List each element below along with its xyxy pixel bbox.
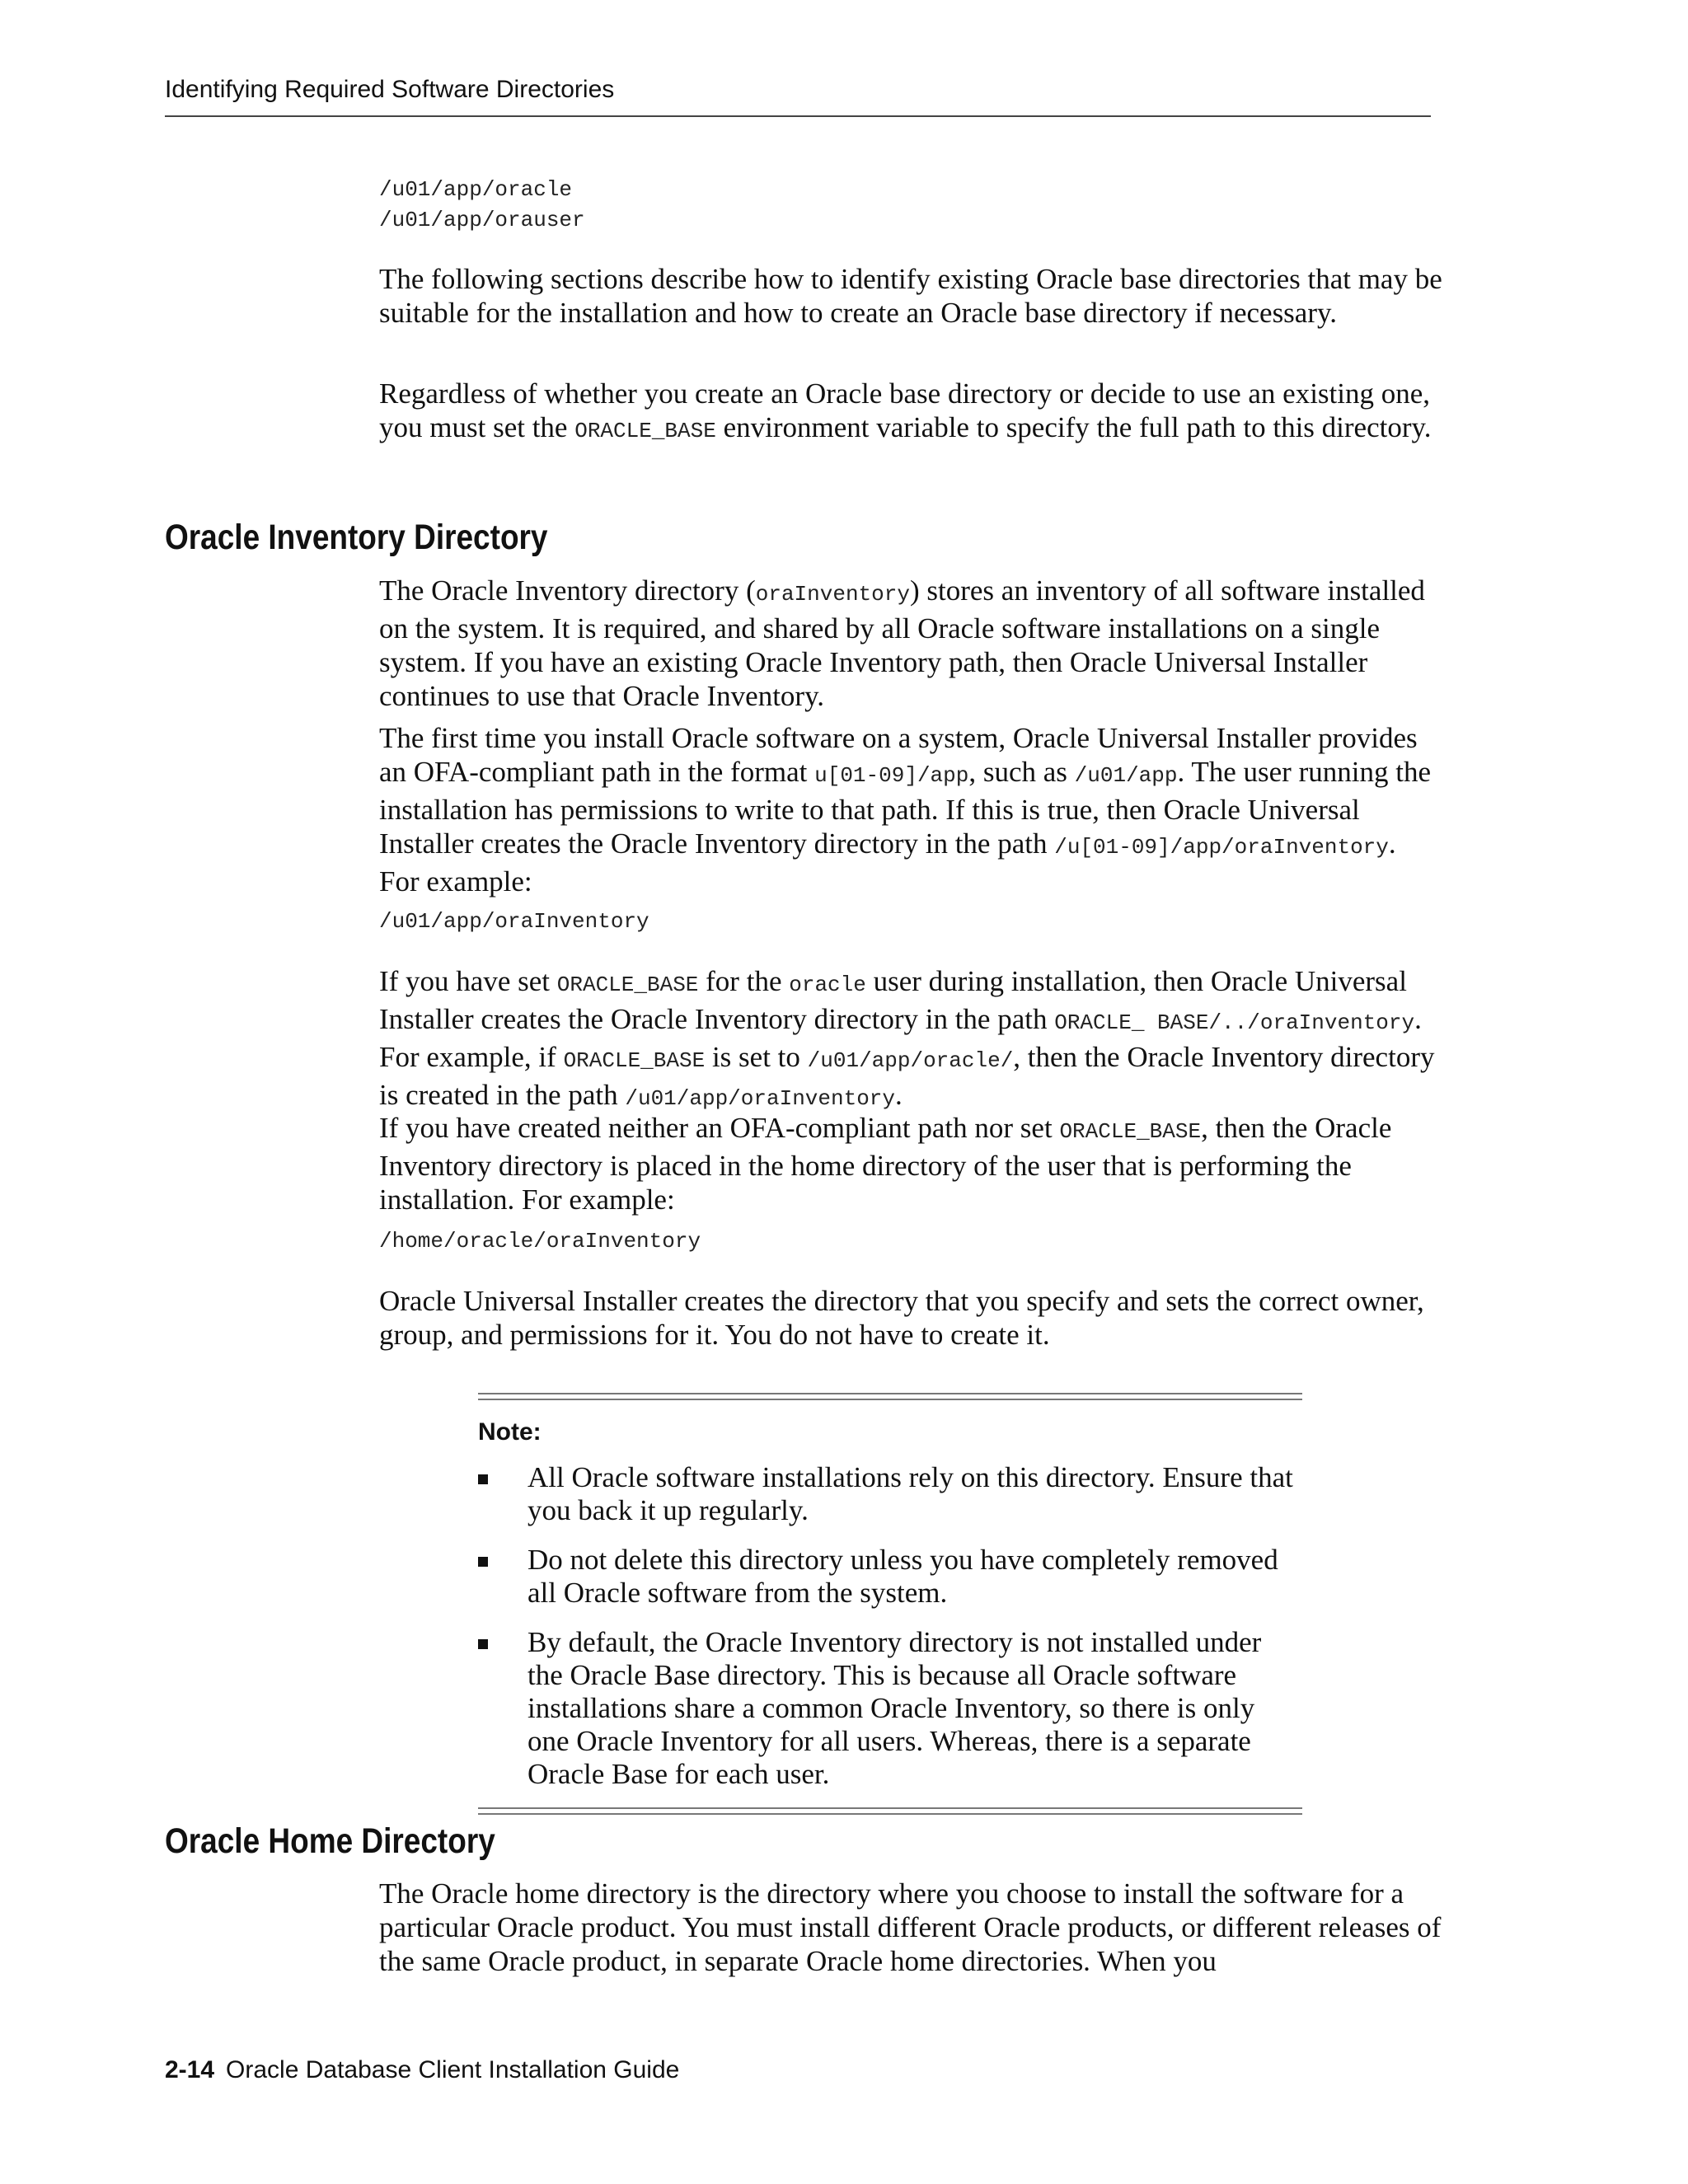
inline-code: ORACLE_BASE: [574, 419, 716, 443]
note-item: Do not delete this directory unless you have completely removed all Oracle software from the system.: [478, 1544, 1302, 1610]
intro-code-block: [379, 175, 1442, 236]
intro-paragraph-2: [379, 377, 1442, 448]
inventory-paragraph-2: [379, 721, 1442, 898]
inventory-code-1-block: [379, 907, 1442, 937]
inline-code: ORACLE_BASE: [556, 972, 699, 997]
page-number: 2-14: [165, 2056, 215, 2083]
inventory-text-1: The Oracle Inventory directory (oraInventory) stores an inventory of all software installed on the system. It is required, and shared by all Oracle software installations on a single system. If you have an existing Oracle Inventory path, then Oracle Universal Installer continues to use that Oracle Inventory.: [379, 574, 1425, 712]
inventory-text-4: If you have created neither an OFA-compliant path nor set ORACLE_BASE, then the Oracle Inventory directory is placed in the home directory of the user that is performing the installation. For example:: [379, 1112, 1392, 1216]
inventory-paragraph-3: [379, 964, 1442, 1116]
square-bullet-icon: [478, 1639, 488, 1649]
inventory-text-5: Oracle Universal Installer creates the directory that you specify and sets the correct owner, group, and permissions for it. You do not have to create it.: [379, 1285, 1424, 1351]
inline-code: ORACLE_BASE: [1059, 1119, 1202, 1144]
square-bullet-icon: [478, 1557, 488, 1567]
intro-text-1: The following sections describe how to identify existing Oracle base directories that may be suitable for the installation and how to create an Oracle base directory if necessary.: [379, 263, 1442, 329]
inline-code: /u01/app: [1074, 763, 1178, 788]
note-bottom-rule: [478, 1813, 1302, 1815]
note-box: [478, 1393, 1302, 1815]
note-bottom-rule: [478, 1807, 1302, 1809]
inventory-paragraph-1: [379, 574, 1442, 713]
note-title: Note:: [478, 1418, 542, 1446]
intro-paragraph-1: [379, 262, 1442, 330]
note-item: All Oracle software installations rely on this directory. Ensure that you back it up regularly.: [478, 1461, 1302, 1527]
inline-code: ORACLE_ BASE/../oraInventory: [1054, 1010, 1415, 1035]
inline-code: /u01/app/oracle/: [807, 1048, 1014, 1073]
inventory-text-3: If you have set ORACLE_BASE for the oracle user during installation, then Oracle Universal Installer creates the Oracle Inventory directory in the path ORACLE_ BASE/../oraInventory. For example, if ORACLE_BASE is set to /u01/app/oracle/, then the Oracle Inventory directory is created in the path /u01/app/oraInventory.: [379, 965, 1435, 1111]
inline-code: ORACLE_BASE: [563, 1048, 706, 1073]
inline-code: /u[01-09]/app/oraInventory: [1054, 835, 1389, 860]
inventory-paragraph-5: [379, 1284, 1442, 1352]
inline-code: /u01/app/oraInventory: [625, 1086, 896, 1111]
note-bottom-rules: [478, 1807, 1302, 1815]
inventory-code-2: /home/oracle/oraInventory: [379, 1229, 701, 1254]
home-paragraph-1: [379, 1877, 1442, 1978]
square-bullet-icon: [478, 1474, 488, 1484]
intro-text-2: Regardless of whether you create an Oracle base directory or decide to use an existing one, you must set the ORACLE_BASE environment variable to specify the full path to this directory.: [379, 377, 1432, 443]
inventory-heading: Oracle Inventory Directory: [165, 518, 548, 557]
inventory-text-2: The first time you install Oracle software on a system, Oracle Universal Installer provides an OFA-compliant path in the format u[01-09]/app, such as /u01/app. The user running the installation has permissions to write to that path. If this is true, then Oracle Universal Installer creates the Oracle Inventory directory in the path /u[01-09]/app/oraInventory. For example:: [379, 722, 1431, 898]
home-heading: Oracle Home Directory: [165, 1821, 495, 1861]
note-top-rule: [478, 1393, 1302, 1394]
note-list: [478, 1461, 1302, 1791]
intro-code: /u01/app/oracle /u01/app/orauser: [379, 177, 585, 232]
inventory-code-2-block: [379, 1226, 1442, 1257]
inventory-paragraph-4: [379, 1111, 1442, 1216]
home-text-1: The Oracle home directory is the directory where you choose to install the software for a particular Oracle product. You must install different Oracle products, or different releases of the same Oracle product, in separate Oracle home directories. When you: [379, 1877, 1442, 1977]
note-item: By default, the Oracle Inventory directory is not installed under the Oracle Base directory. This is because all Oracle software installations share a common Oracle Inventory, so there is only one Oracle Inventory for all users. Whereas, there is a separate Oracle Base for each user.: [478, 1626, 1302, 1791]
inventory-code-1: /u01/app/oraInventory: [379, 909, 649, 934]
running-header: Identifying Required Software Directories: [165, 76, 615, 103]
note-top-rule: [478, 1399, 1302, 1400]
inline-code: oraInventory: [755, 582, 910, 607]
header-rule: [165, 115, 1431, 117]
book-title: Oracle Database Client Installation Guide: [226, 2056, 680, 2083]
page-footer: [165, 2056, 679, 2084]
inline-code: oracle: [789, 972, 866, 997]
inline-code: u[01-09]/app: [814, 763, 969, 788]
